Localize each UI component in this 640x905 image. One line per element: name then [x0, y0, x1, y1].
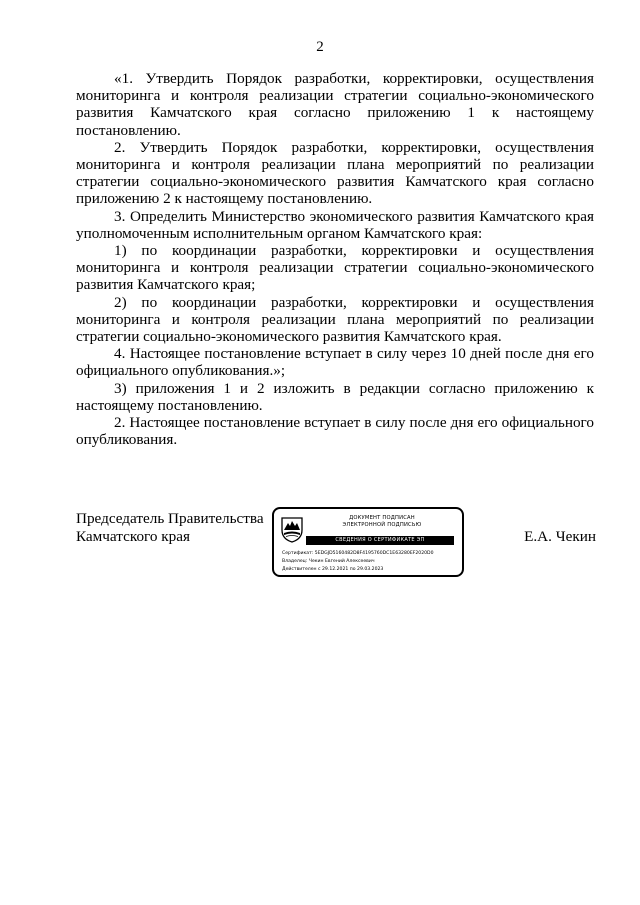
document-body [76, 70, 594, 448]
stamp-validity: Действителен с 29.12.2021 по 29.03.2023 [282, 567, 384, 572]
signatory-name: Е.А. Чекин [524, 528, 596, 545]
paragraph: 4. Настоящее постановление вступает в силу через 10 дней после дня его официального опубликования.»; [76, 345, 594, 380]
paragraph: 3. Определить Министерство экономического развития Камчатского края уполномоченным исполнительным органом Камчатского края: [76, 207, 594, 242]
page-number: 2 [316, 39, 324, 55]
signatory-position [76, 510, 264, 546]
coat-of-arms-icon [280, 515, 304, 543]
electronic-signature-stamp [272, 507, 464, 577]
stamp-title [306, 515, 458, 529]
stamp-details [282, 550, 458, 574]
signatory-position-line: Камчатского края [76, 528, 190, 545]
stamp-certificate: Сертификат: 5EDGJD5160482D8F4195760DC1E63280EF2020D0 [282, 551, 434, 556]
paragraph: 1) по координации разработки, корректировки и осуществления мониторинга и контроля реализации стратегии социально-экономического развития Камчатского края; [76, 242, 594, 294]
stamp-title-line: ДОКУМЕНТ ПОДПИСАН [349, 515, 415, 521]
stamp-band: СВЕДЕНИЯ О СЕРТИФИКАТЕ ЭП [306, 536, 454, 545]
stamp-owner: Владелец: Чекин Евгений Алексеевич [282, 559, 375, 564]
stamp-title-line: ЭЛЕКТРОННОЙ ПОДПИСЬЮ [342, 521, 422, 528]
paragraph: 3) приложения 1 и 2 изложить в редакции согласно приложению к настоящему постановлению. [76, 379, 594, 414]
paragraph: 2. Утвердить Порядок разработки, корректировки, осуществления мониторинга и контроля реализации плана мероприятий по реализации стратегии социально-экономического развития Камчатского края согласно приложению 2 к настоящему постановлению. [76, 138, 594, 208]
signatory-position-line: Председатель Правительства [76, 510, 264, 527]
paragraph: 2) по координации разработки, корректировки и осуществления мониторинга и контроля реализации плана мероприятий по реализации стратегии социально-экономического развития Камчатского края. [76, 293, 594, 346]
paragraph: 2. Настоящее постановление вступает в силу после дня его официального опубликования. [76, 414, 594, 449]
paragraph: «1. Утвердить Порядок разработки, корректировки, осуществления мониторинга и контроля реализации стратегии социально-экономического развития Камчатского края согласно приложению 1 к настоящему постановлению. [76, 70, 594, 139]
